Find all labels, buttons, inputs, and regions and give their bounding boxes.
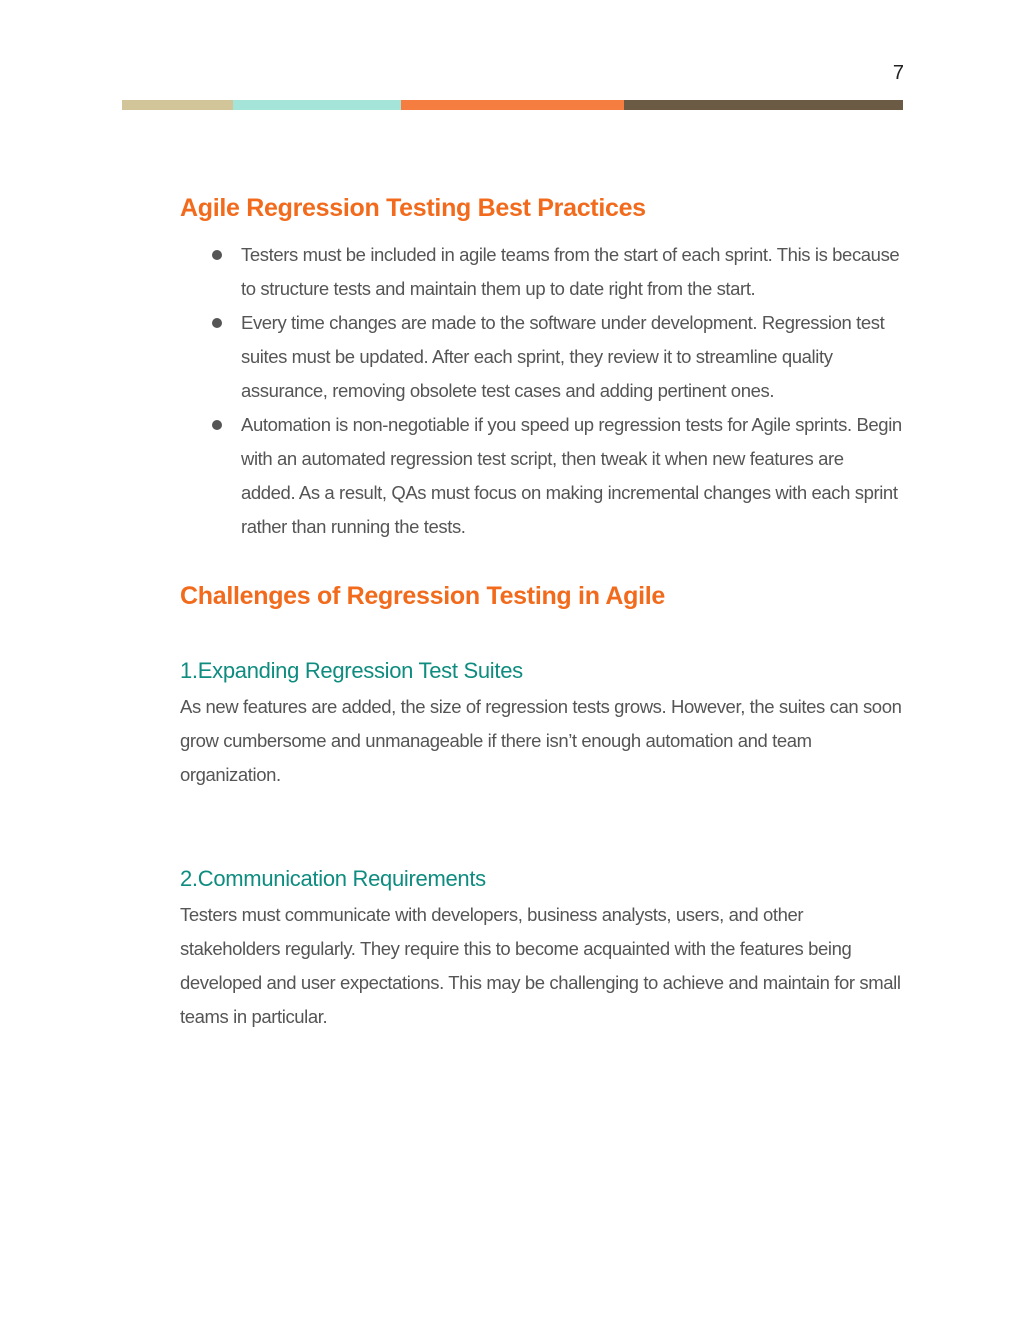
color-bar-segment-orange: [401, 100, 624, 110]
list-item-text: Testers must be included in agile teams from the start of each sprint. This is because to structure tests and maintain them up to date right from the start.: [241, 244, 900, 299]
subheading-communication: 2.Communication Requirements: [180, 866, 486, 891]
list-item-text: Every time changes are made to the software under development. Regression test suites must be updated. After each sprint, they review it to streamline quality assurance, removing obsolete test cases and adding pertinent ones.: [241, 312, 885, 401]
paragraph-communication: Testers must communicate with developers, business analysts, users, and other stakeholders regularly. They require this to become acquainted with the features being developed and user expectations. This may be challenging to achieve and maintain for small teams in particular.: [180, 904, 901, 1027]
list-item: [241, 238, 902, 306]
bullet-icon: [212, 420, 222, 430]
section-heading-challenges: Challenges of Regression Testing in Agile: [180, 582, 666, 610]
section-heading-best-practices: Agile Regression Testing Best Practices: [180, 194, 646, 222]
color-bar-segment-mint: [233, 100, 401, 110]
bullet-icon: [212, 250, 222, 260]
list-item-text: Automation is non-negotiable if you speed up regression tests for Agile sprints. Begin with an automated regression test script, then tweak it when new features are added. As a result, QAs must focus on making incremental changes with each sprint rather than running the tests.: [241, 414, 902, 537]
page-content: [180, 188, 902, 1034]
subheading-expanding-suites: 1.Expanding Regression Test Suites: [180, 658, 523, 683]
paragraph-expanding-suites: As new features are added, the size of regression tests grows. However, the suites can soon grow cumbersome and unmanageable if there isn’t enough automation and team organization.: [180, 696, 902, 785]
color-bar-segment-brown: [624, 100, 903, 110]
color-bar-segment-tan: [122, 100, 233, 110]
page-number: 7: [892, 62, 904, 84]
bullet-icon: [212, 318, 222, 328]
header-color-bar: [122, 100, 903, 110]
best-practices-list: [180, 238, 902, 544]
list-item: [241, 408, 902, 544]
list-item: [241, 306, 902, 408]
